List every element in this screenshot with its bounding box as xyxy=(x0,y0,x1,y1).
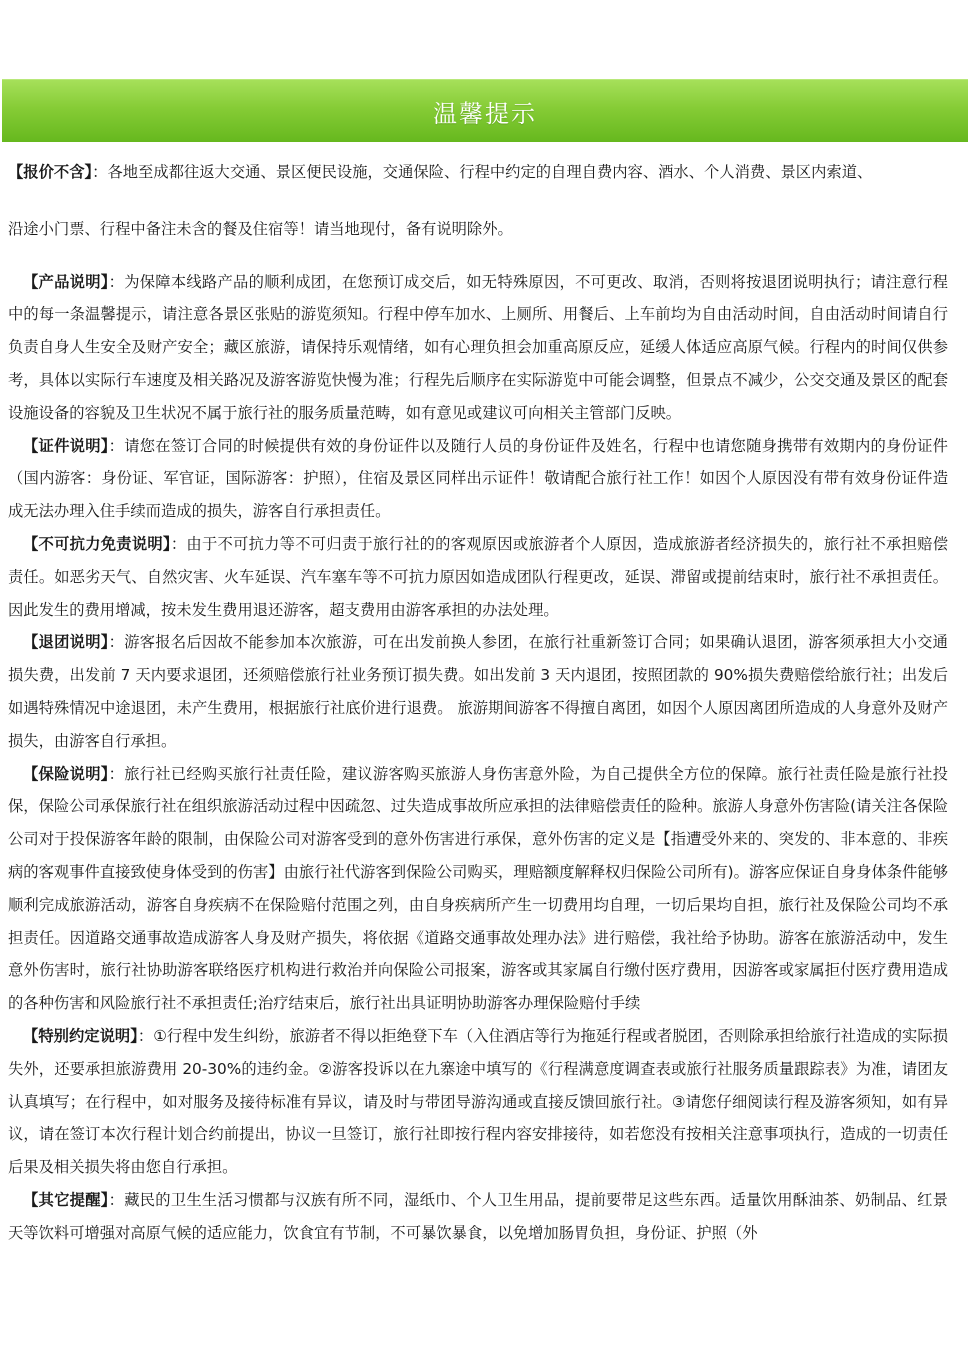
force-majeure-label: 【不可抗力免责说明】 xyxy=(23,534,171,553)
insurance-text: ：旅行社已经购买旅行社责任险，建议游客购买旅游人身伤害意外险，为自己提供全方位的保障。旅行社责任险是旅行社投保，保险公司承保旅行社在组织旅游活动过程中因疏忽、过失造成事故所应承担的法律赔偿责任的险种。旅游人身意外伤害险(请关注各保险公司对于投保游客年龄的限制，由保险公司对游客受到的意外伤害进行承保，意外伤害的定义是【指遭受外来的、突发的、非本意的、非疾病的客观事件直接致使身体受到的伤害】由旅行社代游客到保险公司购买，理赔额度解释权归保险公司所有)。游客应保证自身身体条件能够顺利完成旅游活动，游客自身疾病不在保险赔付范围之列，由自身疾病所产生一切费用均自理，一切后果均自担，旅行社及保险公司均不承担责任。因道路交通事故造成游客人身及财产损失，将依据《道路交通事故处理办法》进行赔偿，我社给予协助。游客在旅游活动中，发生意外伤害时，旅行社协助游客联络医疗机构进行救治并向保险公司报案，游客或其家属自行缴付医疗费用，因游客或家属拒付医疗费用造成的各种伤害和风险旅行社不承担责任;治疗结束后，旅行社出具证明协助游客办理保险赔付手续 xyxy=(8,764,948,1013)
special-paragraph xyxy=(8,1020,948,1184)
price-excluded-text-line2: 沿途小门票、行程中备注未含的餐及住宿等！请当地现付，备有说明除外。 xyxy=(8,219,513,238)
special-text: ：①行程中发生纠纷，旅游者不得以拒绝登下车（入住酒店等行为拖延行程或者脱团，否则除承担给旅行社造成的实际损失外，还要承担旅游费用 20-30%的违约金。②游客投诉以在九寨途中填写的《行程满意度调查表或旅行社服务质量跟踪表》为准，请团友认真填写；在行程中，如对服务及接待标准有异议，请及时与带团导游沟通或直接反馈回旅行社。③请您仔细阅读行程及游客须知，如有异议，请在签订本次行程计划合约前提出，协议一旦签订，旅行社即按行程内容安排接待，如若您没有按相关注意事项执行，造成的一切责任后果及相关损失将由您自行承担。 xyxy=(8,1026,948,1177)
id-doc-paragraph xyxy=(8,430,948,528)
price-excluded-paragraph xyxy=(8,156,948,189)
price-excluded-text-line1: ：各地至成都往返大交通、景区便民设施，交通保险、行程中约定的自理自费内容、酒水、个人消费、景区内索道、 xyxy=(92,163,873,181)
banner-title: 温馨提示 xyxy=(433,99,537,128)
special-label: 【特别约定说明】 xyxy=(23,1026,138,1045)
other-label: 【其它提醒】 xyxy=(23,1190,109,1209)
insurance-paragraph xyxy=(8,758,948,1020)
other-text: ：藏民的卫生生活习惯都与汉族有所不同，湿纸巾、个人卫生用品，提前要带足这些东西。适量饮用酥油茶、奶制品、红景天等饮料可增强对高原气候的适应能力，饮食宜有节制，不可暴饮暴食，以免增加肠胃负担，身份证、护照（外 xyxy=(8,1190,948,1242)
id-doc-label: 【证件说明】 xyxy=(23,436,109,455)
title-banner xyxy=(2,79,968,142)
force-majeure-text: ：由于不可抗力等不可归责于旅行社的的客观原因或旅游者个人原因，造成旅游者经济损失的，旅行社不承担赔偿责任。如恶劣天气、自然灾害、火车延误、汽车塞车等不可抗力原因如造成团队行程更改，延误、滞留或提前结束时，旅行社不承担责任。因此发生的费用增减，按未发生费用退还游客，超支费用由游客承担的办法处理。 xyxy=(8,534,948,619)
cancel-label: 【退团说明】 xyxy=(23,633,109,652)
insurance-label: 【保险说明】 xyxy=(23,764,109,783)
other-paragraph xyxy=(8,1184,948,1250)
force-majeure-paragraph xyxy=(8,528,948,626)
cancel-text: ：游客报名后因故不能参加本次旅游，可在出发前换人参团，在旅行社重新签订合同；如果确认退团，游客须承担大小交通损失费，出发前 7 天内要求退团，还须赔偿旅行社业务预订损失费。如出发前 3 天内退团，按照团款的 90%损失费赔偿给旅行社；出发后如遇特殊情况中途退团，未产生费用，根据旅行社底价进行退费。 旅游期间游客不得擅自离团，如因个人原因离团所造成的人身意外及财产损失，由游客自行承担。 xyxy=(8,633,948,750)
price-excluded-label: 【报价不含】 xyxy=(8,163,93,181)
id-doc-text: ：请您在签订合同的时候提供有效的身份证件以及随行人员的身份证件及姓名，行程中也请您随身携带有效期内的身份证件（国内游客：身份证、军官证，国际游客：护照），住宿及景区同样出示证件！敬请配合旅行社工作！如因个人原因没有带有效身份证件造成无法办理入住手续而造成的损失，游客自行承担责任。 xyxy=(8,436,948,521)
cancel-paragraph xyxy=(8,626,948,757)
price-excluded-paragraph-cont xyxy=(8,213,948,246)
notice-content xyxy=(8,150,948,1250)
product-paragraph xyxy=(8,266,948,430)
product-label: 【产品说明】 xyxy=(23,272,109,291)
product-text: ：为保障本线路产品的顺利成团，在您预订成交后，如无特殊原因，不可更改、取消，否则将按退团说明执行；请注意行程中的每一条温馨提示，请注意各景区张贴的游览须知。行程中停车加水、上厕所、用餐后、上车前均为自由活动时间，自由活动时间请自行负责自身人生安全及财产安全；藏区旅游，请保持乐观情绪，如有心理负担会加重高原反应，延缓人体适应高原气候。行程内的时间仅供参考，具体以实际行车速度及相关路况及游客游览快慢为准；行程先后顺序在实际游览中可能会调整，但景点不减少，公交交通及景区的配套设施设备的容貌及卫生状况不属于旅行社的服务质量范畴，如有意见或建议可向相关主管部门反映。 xyxy=(8,272,948,422)
